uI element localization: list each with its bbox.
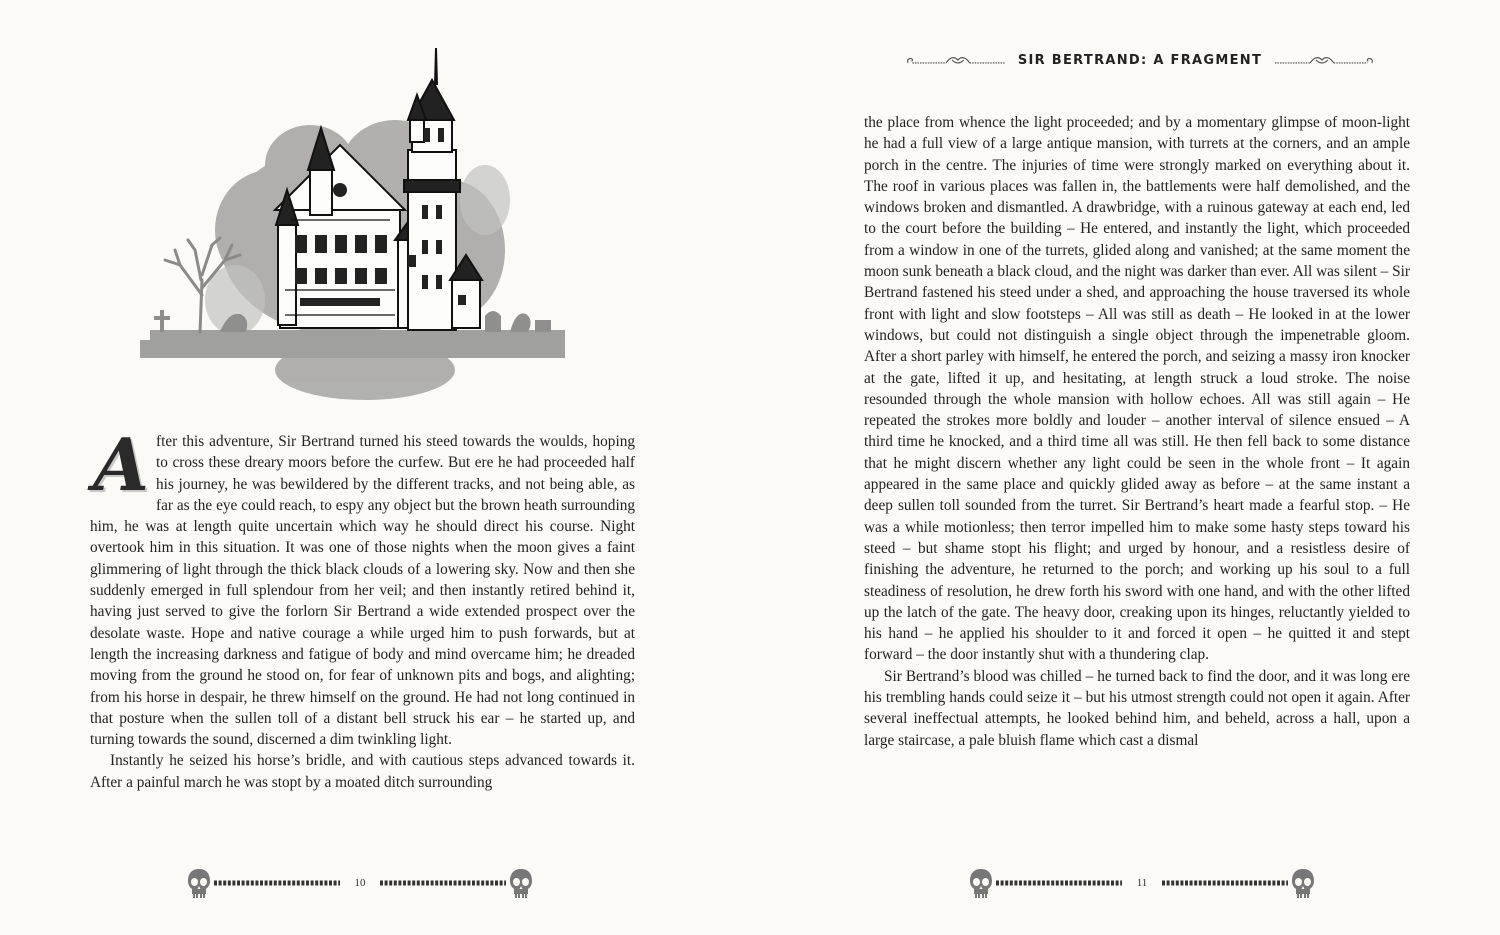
- skull-icon: [1290, 867, 1316, 899]
- right-page-text: [864, 112, 1410, 751]
- castle-illustration: [140, 40, 570, 410]
- chain-ornament-icon: [994, 878, 1124, 888]
- page-footer: [180, 866, 540, 900]
- chain-ornament-icon: [1160, 878, 1290, 888]
- right-page: [750, 0, 1500, 935]
- left-page-text: [90, 422, 635, 793]
- skull-icon: [508, 867, 534, 899]
- scroll-ornament-icon: [905, 50, 1008, 70]
- running-header: [905, 48, 1375, 72]
- body-paragraph: the place from whence the light proceeded; and by a momentary glimpse of moon-light he had a full view of a large antique mansion, with turrets at the corners, and an ample porch in the centre. The injuries of time were strongly marked on everything about it. The roof in various places was fallen in, the battlements were half demolished, and the windows broken and dismantled. A drawbridge, with a ruinous gateway at each end, led to the court before the building – He entered, and instantly the light, which proceeded from a window in one of the turrets, glided along and vanished; at the same moment the moon sunk beneath a black cloud, and the night was darker than ever. All was silent – Sir Bertrand fastened his steed under a shed, and approaching the house traversed its whole front with light and slow footsteps – All was still as death – He looked in at the lower windows, but could not distinguish a single object through the impenetrable gloom. After a short parley with himself, he entered the porch, and seizing a massy iron knocker at the gate, lifted it up, and hesitating, at length struck a loud stroke. The noise resounded through the whole mansion with hollow echoes. All was still again – He repeated the strokes more boldly and louder – another interval of silence ensued – A third time he knocked, and a third time all was still. He then fell back to some distance that he might discern whether any light could be seen in the whole front – It again appeared in the same place and quickly glided away as before – at the same instant a deep sullen toll sounded from the turret. Sir Bertrand’s heart made a fearful stop. – He was a while motionless; then terror impelled him to make some hasty steps toward his steed – but shame stopt his flight; and urged by honour, and a resistless desire of finishing the adventure, he returned to the porch; and working up his soul to a full steadiness of resolution, he drew forth his sword with one hand, and with the other lifted up the latch of the gate. The heavy door, creaking upon its hinges, reluctantly yielded to his hand – he applied his shoulder to it and forced it open – he quitted it and stept forward – the door instantly shut with a thundering clap.: [864, 114, 1410, 664]
- running-title: SIR BERTRAND: A FRAGMENT: [1017, 52, 1263, 68]
- chain-ornament-icon: [212, 878, 342, 888]
- chain-ornament-icon: [378, 878, 508, 888]
- skull-icon: [968, 867, 994, 899]
- body-paragraph: fter this adventure, Sir Bertrand turned his steed towards the woulds, hoping to cross these dreary moors before the curfew. But ere he had proceeded half his journey, he was bewildered by the different tracks, and not being able, as far as the eye could reach, to espy any object but the brown heath surrounding him, he was at length quite uncertain which way he should direct his course. Night overtook him in this situation. It was one of those nights when the moon gives a faint glimmering of light through the thick black clouds of a lowering sky. Now and then she suddenly emerged in full splendour from her veil; and then instantly retired behind it, having just served to give the forlorn Sir Bertrand a wide extended prospect over the desolate waste. Hope and native courage a while urged him to push forwards, but at length the increasing darkness and fatigue of body and mind overcame him; he dreaded moving from the ground he stood on, for fear of unknown pits and bogs, and alighting; from his horse in despair, he threw himself on the ground. He had not long continued in that posture when the sullen toll of a distant bell struck his ear – he started up, and turning towards the sound, discerned a dim twinkling light.: [90, 433, 635, 749]
- page-number: 10: [354, 877, 366, 889]
- skull-icon: [186, 867, 212, 899]
- body-paragraph: Sir Bertrand’s blood was chilled – he turned back to find the door, and it was long ere his trembling hands could seize it – but his utmost strength could not open it again. After several ineffectual attempts, he looked behind him, and beheld, across a hall, upon a large staircase, a pale bluish flame which cast a dismal: [864, 667, 1410, 749]
- body-paragraph: Instantly he seized his horse’s bridle, and with cautious steps advanced towards it. After a painful march he was stopt by a moated ditch surrounding: [90, 752, 635, 791]
- page-footer: [962, 866, 1322, 900]
- scroll-ornament-icon: [1272, 50, 1375, 70]
- page-number: 11: [1136, 877, 1148, 889]
- drop-cap: A: [93, 422, 149, 507]
